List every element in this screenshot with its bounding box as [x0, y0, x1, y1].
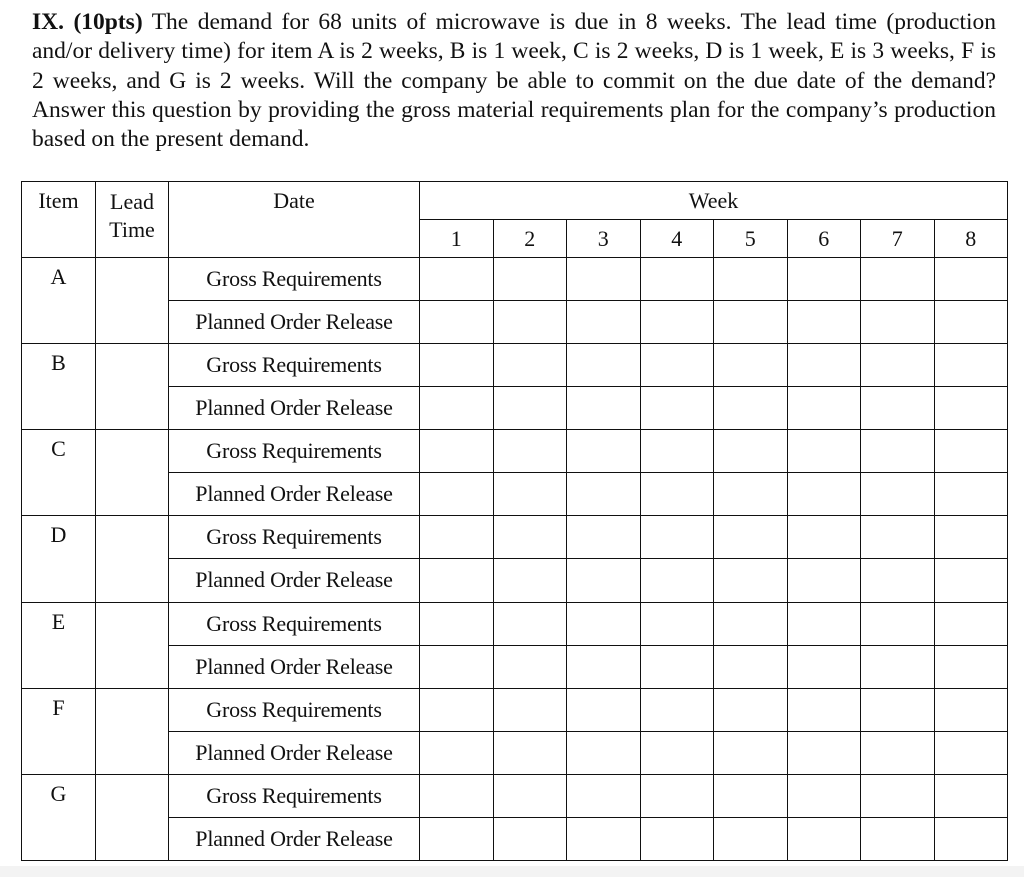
cell-e-planned-week-6[interactable] — [787, 645, 861, 688]
cell-d-gross-week-6[interactable] — [787, 516, 861, 559]
week-number-2: 2 — [493, 220, 567, 258]
cell-c-planned-week-5[interactable] — [714, 473, 788, 516]
cell-f-gross-week-6[interactable] — [787, 688, 861, 731]
week-number-7: 7 — [861, 220, 935, 258]
gross-requirements-label: Gross Requirements — [169, 258, 420, 301]
cell-g-planned-week-8[interactable] — [934, 817, 1008, 860]
lead-time-cell[interactable] — [96, 688, 169, 774]
cell-a-planned-week-6[interactable] — [787, 301, 861, 344]
cell-c-planned-week-8[interactable] — [934, 473, 1008, 516]
cell-f-planned-week-5[interactable] — [714, 731, 788, 774]
cell-b-gross-week-3[interactable] — [567, 344, 641, 387]
lead-header-line2: Time — [109, 217, 155, 242]
cell-d-planned-week-3[interactable] — [567, 559, 641, 602]
cell-c-planned-week-4[interactable] — [640, 473, 714, 516]
cell-d-planned-week-7[interactable] — [861, 559, 935, 602]
gross-requirements-label: Gross Requirements — [169, 344, 420, 387]
item-g-planned-row — [22, 817, 1008, 860]
cell-f-planned-week-3[interactable] — [567, 731, 641, 774]
page-bottom-edge — [0, 866, 1024, 877]
cell-d-gross-week-3[interactable] — [567, 516, 641, 559]
question-text — [32, 8, 996, 154]
cell-g-planned-week-6[interactable] — [787, 817, 861, 860]
cell-b-planned-week-8[interactable] — [934, 387, 1008, 430]
cell-e-gross-week-5[interactable] — [714, 602, 788, 645]
cell-a-gross-week-4[interactable] — [640, 258, 714, 301]
planned-order-release-label: Planned Order Release — [169, 301, 420, 344]
gross-requirements-label: Gross Requirements — [169, 430, 420, 473]
lead-time-cell[interactable] — [96, 602, 169, 688]
cell-g-planned-week-2[interactable] — [493, 817, 567, 860]
item-g-gross-row — [22, 774, 1008, 817]
cell-a-planned-week-4[interactable] — [640, 301, 714, 344]
item-d-planned-row — [22, 559, 1008, 602]
date-header: Date — [169, 182, 420, 258]
cell-b-gross-week-6[interactable] — [787, 344, 861, 387]
item-label: B — [22, 344, 96, 430]
cell-g-gross-week-6[interactable] — [787, 774, 861, 817]
cell-c-gross-week-7[interactable] — [861, 430, 935, 473]
cell-a-planned-week-1[interactable] — [420, 301, 494, 344]
cell-b-gross-week-8[interactable] — [934, 344, 1008, 387]
item-label: G — [22, 774, 96, 860]
cell-d-planned-week-5[interactable] — [714, 559, 788, 602]
week-number-5: 5 — [714, 220, 788, 258]
item-c-planned-row — [22, 473, 1008, 516]
cell-a-gross-week-2[interactable] — [493, 258, 567, 301]
item-label: D — [22, 516, 96, 602]
cell-e-planned-week-5[interactable] — [714, 645, 788, 688]
week-number-1: 1 — [420, 220, 494, 258]
lead-time-cell[interactable] — [96, 430, 169, 516]
planned-order-release-label: Planned Order Release — [169, 731, 420, 774]
lead-time-cell[interactable] — [96, 344, 169, 430]
cell-d-gross-week-2[interactable] — [493, 516, 567, 559]
gross-requirements-label: Gross Requirements — [169, 688, 420, 731]
item-f-gross-row — [22, 688, 1008, 731]
cell-c-gross-week-6[interactable] — [787, 430, 861, 473]
week-number-4: 4 — [640, 220, 714, 258]
item-header: Item — [22, 182, 96, 258]
cell-b-planned-week-3[interactable] — [567, 387, 641, 430]
cell-d-planned-week-8[interactable] — [934, 559, 1008, 602]
cell-c-gross-week-5[interactable] — [714, 430, 788, 473]
cell-a-planned-week-2[interactable] — [493, 301, 567, 344]
mrp-table — [21, 181, 1008, 861]
cell-c-gross-week-1[interactable] — [420, 430, 494, 473]
cell-c-gross-week-4[interactable] — [640, 430, 714, 473]
cell-f-gross-week-7[interactable] — [861, 688, 935, 731]
cell-a-gross-week-3[interactable] — [567, 258, 641, 301]
cell-b-planned-week-4[interactable] — [640, 387, 714, 430]
cell-g-planned-week-3[interactable] — [567, 817, 641, 860]
week-number-3: 3 — [567, 220, 641, 258]
cell-c-planned-week-3[interactable] — [567, 473, 641, 516]
cell-b-gross-week-5[interactable] — [714, 344, 788, 387]
cell-c-planned-week-2[interactable] — [493, 473, 567, 516]
cell-e-gross-week-6[interactable] — [787, 602, 861, 645]
cell-f-planned-week-4[interactable] — [640, 731, 714, 774]
cell-f-planned-week-7[interactable] — [861, 731, 935, 774]
week-number-6: 6 — [787, 220, 861, 258]
cell-f-planned-week-2[interactable] — [493, 731, 567, 774]
cell-g-gross-week-2[interactable] — [493, 774, 567, 817]
cell-e-planned-week-8[interactable] — [934, 645, 1008, 688]
cell-d-planned-week-2[interactable] — [493, 559, 567, 602]
cell-a-planned-week-3[interactable] — [567, 301, 641, 344]
cell-e-planned-week-1[interactable] — [420, 645, 494, 688]
cell-c-gross-week-2[interactable] — [493, 430, 567, 473]
cell-a-gross-week-6[interactable] — [787, 258, 861, 301]
cell-g-planned-week-5[interactable] — [714, 817, 788, 860]
planned-order-release-label: Planned Order Release — [169, 473, 420, 516]
lead-time-cell[interactable] — [96, 516, 169, 602]
cell-f-planned-week-8[interactable] — [934, 731, 1008, 774]
planned-order-release-label: Planned Order Release — [169, 817, 420, 860]
cell-g-gross-week-8[interactable] — [934, 774, 1008, 817]
cell-f-gross-week-8[interactable] — [934, 688, 1008, 731]
cell-e-gross-week-2[interactable] — [493, 602, 567, 645]
gross-requirements-label: Gross Requirements — [169, 774, 420, 817]
cell-g-planned-week-4[interactable] — [640, 817, 714, 860]
cell-d-gross-week-1[interactable] — [420, 516, 494, 559]
cell-d-planned-week-4[interactable] — [640, 559, 714, 602]
cell-d-gross-week-7[interactable] — [861, 516, 935, 559]
cell-f-gross-week-1[interactable] — [420, 688, 494, 731]
item-rows — [22, 258, 1008, 861]
cell-e-gross-week-8[interactable] — [934, 602, 1008, 645]
cell-c-planned-week-6[interactable] — [787, 473, 861, 516]
item-label: E — [22, 602, 96, 688]
cell-e-planned-week-2[interactable] — [493, 645, 567, 688]
item-c-gross-row — [22, 430, 1008, 473]
cell-a-gross-week-5[interactable] — [714, 258, 788, 301]
cell-e-gross-week-1[interactable] — [420, 602, 494, 645]
cell-e-gross-week-3[interactable] — [567, 602, 641, 645]
cell-g-gross-week-4[interactable] — [640, 774, 714, 817]
cell-b-gross-week-2[interactable] — [493, 344, 567, 387]
cell-a-gross-week-8[interactable] — [934, 258, 1008, 301]
item-e-gross-row — [22, 602, 1008, 645]
cell-d-planned-week-1[interactable] — [420, 559, 494, 602]
cell-g-gross-week-7[interactable] — [861, 774, 935, 817]
cell-g-gross-week-3[interactable] — [567, 774, 641, 817]
cell-b-planned-week-7[interactable] — [861, 387, 935, 430]
cell-c-gross-week-3[interactable] — [567, 430, 641, 473]
cell-f-planned-week-6[interactable] — [787, 731, 861, 774]
cell-b-planned-week-5[interactable] — [714, 387, 788, 430]
cell-a-planned-week-5[interactable] — [714, 301, 788, 344]
cell-c-planned-week-1[interactable] — [420, 473, 494, 516]
cell-d-planned-week-6[interactable] — [787, 559, 861, 602]
lead-header-line1: Lead — [110, 189, 154, 214]
cell-f-gross-week-4[interactable] — [640, 688, 714, 731]
item-label: F — [22, 688, 96, 774]
cell-f-gross-week-2[interactable] — [493, 688, 567, 731]
lead-time-header — [96, 182, 169, 258]
item-f-planned-row — [22, 731, 1008, 774]
cell-e-gross-week-7[interactable] — [861, 602, 935, 645]
cell-g-planned-week-7[interactable] — [861, 817, 935, 860]
gross-requirements-label: Gross Requirements — [169, 602, 420, 645]
lead-time-cell[interactable] — [96, 258, 169, 344]
cell-e-gross-week-4[interactable] — [640, 602, 714, 645]
cell-b-planned-week-6[interactable] — [787, 387, 861, 430]
cell-b-gross-week-7[interactable] — [861, 344, 935, 387]
week-number-8: 8 — [934, 220, 1008, 258]
item-d-gross-row — [22, 516, 1008, 559]
item-a-planned-row — [22, 301, 1008, 344]
cell-f-gross-week-3[interactable] — [567, 688, 641, 731]
cell-d-gross-week-8[interactable] — [934, 516, 1008, 559]
cell-e-planned-week-3[interactable] — [567, 645, 641, 688]
cell-f-planned-week-1[interactable] — [420, 731, 494, 774]
item-b-gross-row — [22, 344, 1008, 387]
lead-time-cell[interactable] — [96, 774, 169, 860]
cell-c-planned-week-7[interactable] — [861, 473, 935, 516]
planned-order-release-label: Planned Order Release — [169, 387, 420, 430]
question-body: The demand for 68 units of microwave is due in 8 weeks. The lead time (production and/or delivery time) for item A is 2 weeks, B is 1 week, C is 2 weeks, D is 1 week, E is 3 weeks, F is 2 weeks, and G is 2 weeks. Will the company be able to commit on the due date of the demand? Answer this question by providing the gross material requirements plan for the company’s production based on the present demand. — [32, 9, 997, 153]
cell-g-gross-week-5[interactable] — [714, 774, 788, 817]
cell-c-gross-week-8[interactable] — [934, 430, 1008, 473]
cell-e-planned-week-7[interactable] — [861, 645, 935, 688]
cell-a-gross-week-1[interactable] — [420, 258, 494, 301]
cell-d-gross-week-4[interactable] — [640, 516, 714, 559]
cell-d-gross-week-5[interactable] — [714, 516, 788, 559]
cell-g-gross-week-1[interactable] — [420, 774, 494, 817]
cell-a-planned-week-7[interactable] — [861, 301, 935, 344]
week-header: Week — [420, 182, 1008, 220]
cell-b-planned-week-2[interactable] — [493, 387, 567, 430]
cell-b-gross-week-4[interactable] — [640, 344, 714, 387]
item-label: C — [22, 430, 96, 516]
cell-a-planned-week-8[interactable] — [934, 301, 1008, 344]
cell-e-planned-week-4[interactable] — [640, 645, 714, 688]
cell-b-gross-week-1[interactable] — [420, 344, 494, 387]
item-e-planned-row — [22, 645, 1008, 688]
cell-b-planned-week-1[interactable] — [420, 387, 494, 430]
item-label: A — [22, 258, 96, 344]
cell-g-planned-week-1[interactable] — [420, 817, 494, 860]
gross-requirements-label: Gross Requirements — [169, 516, 420, 559]
item-b-planned-row — [22, 387, 1008, 430]
planned-order-release-label: Planned Order Release — [169, 645, 420, 688]
item-a-gross-row — [22, 258, 1008, 301]
cell-f-gross-week-5[interactable] — [714, 688, 788, 731]
cell-a-gross-week-7[interactable] — [861, 258, 935, 301]
question-number: IX. (10pts) — [32, 9, 143, 35]
planned-order-release-label: Planned Order Release — [169, 559, 420, 602]
